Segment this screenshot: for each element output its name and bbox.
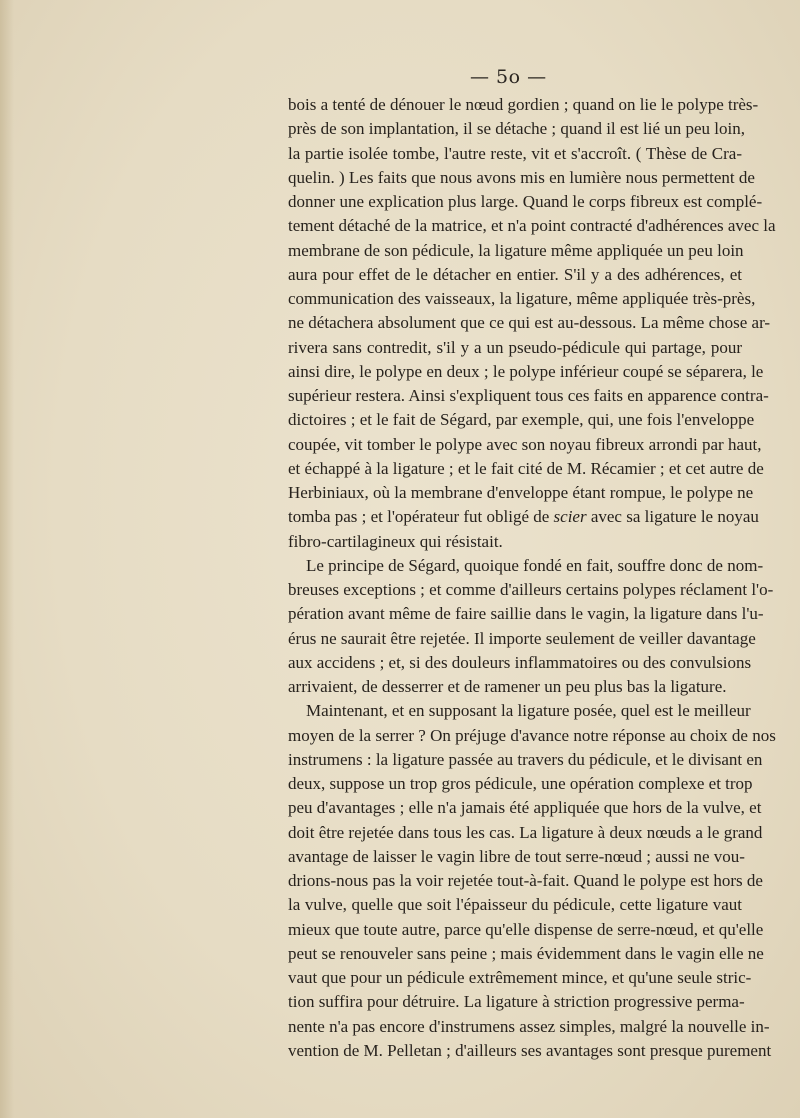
page-number: — 5o — — [470, 66, 547, 88]
text-line: près de son implantation, il se détache ; quand il est lié un peu loin, — [288, 119, 746, 139]
text-line: mieux que toute autre, parce qu'elle dispense de serre-nœud, et qu'elle — [288, 919, 764, 939]
text-segment: tomba pas ; et l'opérateur fut obligé de — [288, 507, 550, 527]
text-line: bois a tenté de dénouer le nœud gordien ; quand on lie le polype très- — [288, 95, 759, 114]
text-segment: avec sa ligature le noyau — [590, 507, 759, 527]
paragraph-start-line: Maintenant, et en supposant la ligature posée, quel est le meilleur — [306, 701, 751, 721]
text-line: drions-nous pas la voir rejetée tout-à-fait. Quand le polype est hors de — [288, 871, 763, 890]
text-line: deux, suppose un trop gros pédicule, une opération complexe et trop — [288, 774, 753, 793]
text-line: peu d'avantages ; elle n'a jamais été appliquée que hors de la vulve, et — [288, 798, 762, 818]
text-line: aura pour effet de le détacher en entier. S'il y a des adhérences, et — [288, 264, 742, 284]
text-line: doit être rejetée dans tous les cas. La ligature à deux nœuds a le grand — [288, 822, 763, 842]
text-line: nente n'a pas encore d'instrumens assez simples, malgré la nouvelle in- — [288, 1016, 770, 1036]
text-line: vention de M. Pelletan ; d'ailleurs ses avantages sont presque purement — [288, 1040, 772, 1060]
page-edge-shadow — [0, 0, 14, 1118]
text-line-with-italic — [288, 505, 759, 529]
italic-word: scier — [553, 507, 587, 527]
text-line: supérieur restera. Ainsi s'expliquent tous ces faits en apparence contra- — [288, 386, 769, 405]
text-line: donner une explication plus large. Quand le corps fibreux est complé- — [288, 192, 763, 211]
text-line: Herbiniaux, où la membrane d'enveloppe étant rompue, le polype ne — [288, 483, 754, 502]
text-line: et échappé à la ligature ; et le fait cité de M. Récamier ; et cet autre de — [288, 458, 764, 478]
text-line: aux accidens ; et, si des douleurs inflammatoires ou des convulsions — [288, 652, 752, 672]
text-line: vaut que pour un pédicule extrêmement mince, et qu'une seule stric- — [288, 968, 752, 987]
body-text — [288, 93, 776, 1063]
text-line: dictoires ; et le fait de Ségard, par exemple, qui, une fois l'enveloppe — [288, 410, 755, 430]
text-line: rivera sans contredit, s'il y a un pseudo-pédicule qui partage, pour — [288, 337, 742, 357]
text-line: tement détaché de la matrice, et n'a point contracté d'adhérences avec la — [288, 216, 776, 236]
text-line: moyen de la serrer ? On préjuge d'avance notre réponse au choix de nos — [288, 725, 776, 745]
text-line: érus ne saurait être rejetée. Il importe seulement de veiller davantage — [288, 628, 756, 648]
text-line: peut se renouveler sans peine ; mais évidemment dans le vagin elle ne — [288, 943, 764, 963]
text-line: breuses exceptions ; et comme d'ailleurs certains polypes réclament l'o- — [288, 580, 774, 599]
text-line: arrivaient, de desserrer et de ramener un peu plus bas la ligature. — [288, 677, 727, 696]
text-line: ne détachera absolument que ce qui est au-dessous. La même chose ar- — [288, 313, 771, 333]
text-line: la partie isolée tombe, l'autre reste, vit et s'accroît. ( Thèse de Cra- — [288, 143, 742, 163]
text-line: instrumens : la ligature passée au travers du pédicule, et le divisant en — [288, 749, 763, 769]
text-line: avantage de laisser le vagin libre de tout serre-nœud ; aussi ne vou- — [288, 846, 745, 866]
text-line: fibro-cartilagineux qui résistait. — [288, 531, 503, 551]
text-line: ainsi dire, le polype en deux ; le polype inférieur coupé se séparera, le — [288, 361, 764, 381]
text-line: pération avant même de faire saillie dans le vagin, la ligature dans l'u- — [288, 604, 764, 624]
text-line: quelin. ) Les faits que nous avons mis en lumière nous permettent de — [288, 167, 755, 187]
text-line: tion suffira pour détruire. La ligature à striction progressive perma- — [288, 992, 745, 1012]
text-line: la vulve, quelle que soit l'épaisseur du pédicule, cette ligature vaut — [288, 895, 742, 915]
text-line: coupée, vit tomber le polype avec son noyau fibreux arrondi par haut, — [288, 434, 762, 454]
text-line: communication des vaisseaux, la ligature, même appliquée très-près, — [288, 289, 756, 308]
paragraph-start-line: Le principe de Ségard, quoique fondé en fait, souffre donc de nom- — [306, 555, 764, 575]
text-line: membrane de son pédicule, la ligature même appliquée un peu loin — [288, 240, 744, 260]
